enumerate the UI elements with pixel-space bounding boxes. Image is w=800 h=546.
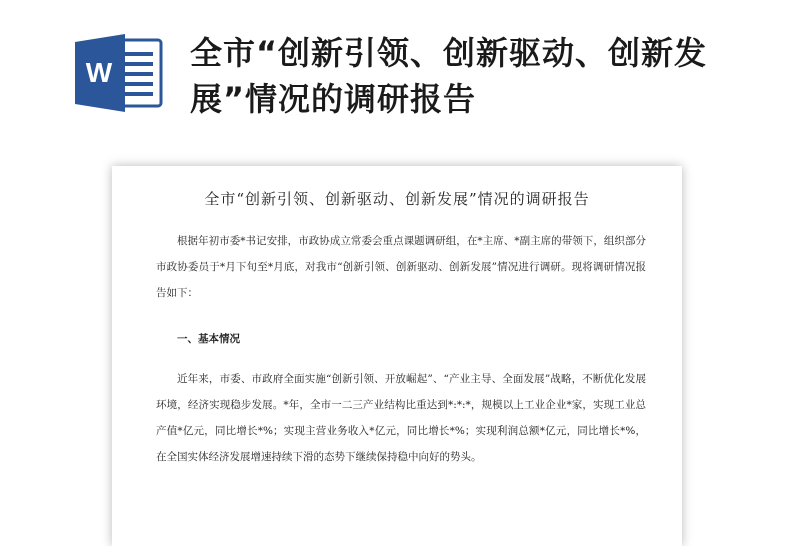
paragraph-intro: 根据年初市委*书记安排，市政协成立常委会重点课题调研组，在*主席、*副主席的带领下，组织部分市政协委员于*月下旬至*月底，对我市“创新引领、创新驱动、创新发展”情况进行调研。现将调研情况报告如下： [156,235,646,299]
word-icon [75,32,165,112]
page-title: 全市“创新引领、创新驱动、创新发展”情况的调研报告 [190,34,708,118]
paragraph-basic-situation: 近年来，市委、市政府全面实施“创新引领、开放崛起”、“产业主导、全面发展”战略，不断优化发展环境，经济实现稳步发展。*年，全市一二三产业结构比重达到*:*:*，规模以上工业企业*家，实现工业总产值*亿元，同比增长*%；实现主营业务收入*亿元，同比增长*%；实现利润总额*亿元，同比增长*%，在全国实体经济发展增速持续下滑的态势下继续保持稳中向好的势头。 [156,373,646,463]
header [0,0,800,150]
document-page [112,166,682,546]
document-title: 全市“创新引领、创新驱动、创新发展”情况的调研报告 [204,190,590,208]
word-icon-letter: W [85,57,113,88]
section-heading: 一、基本情况 [177,333,240,345]
